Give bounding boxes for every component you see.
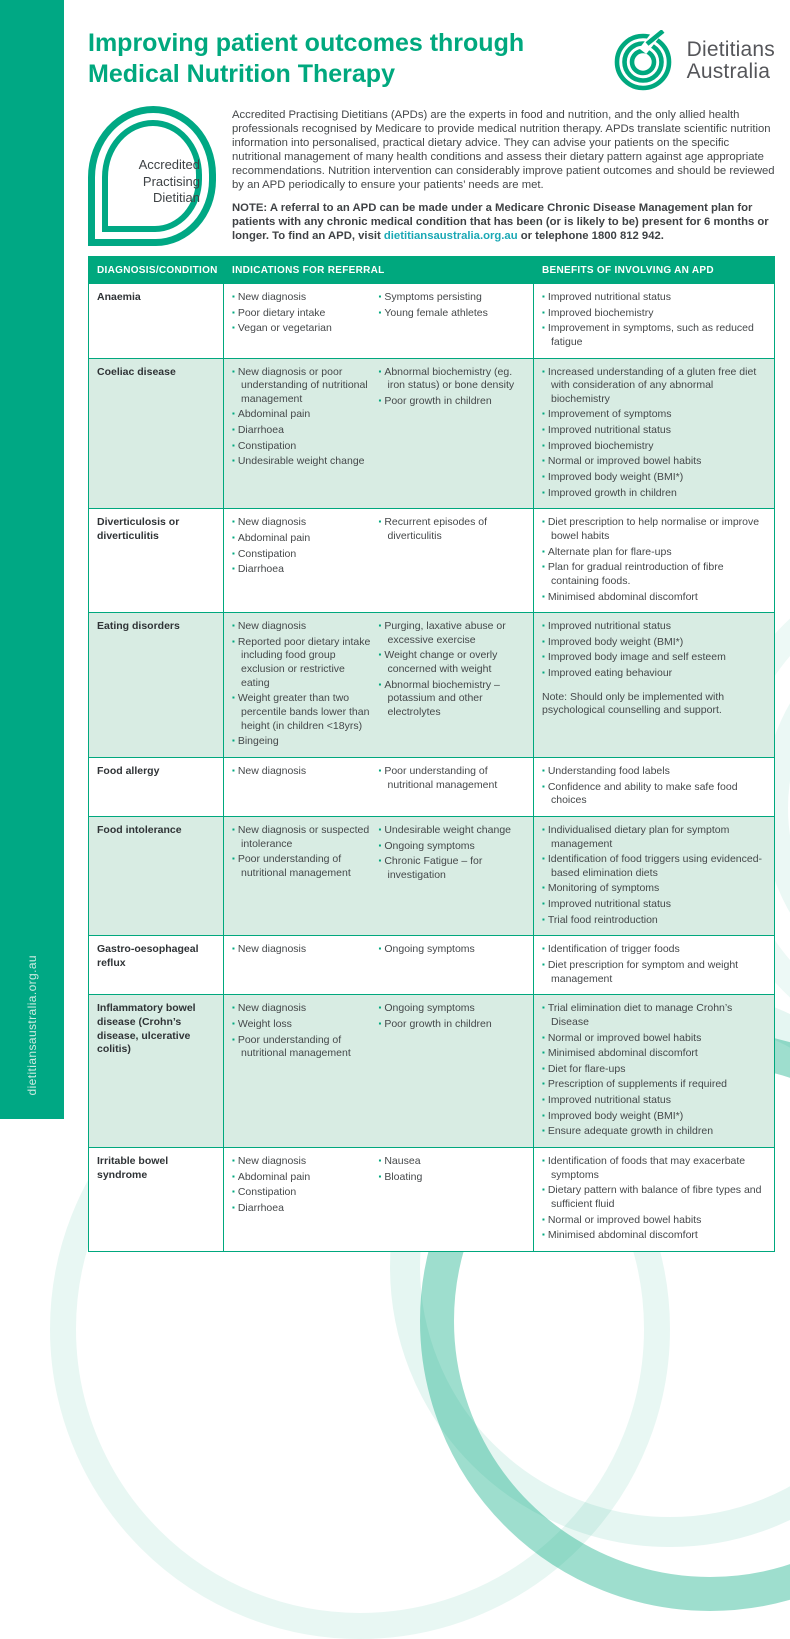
bullet-item: ▪ Improved body weight (BMI*)	[542, 1110, 768, 1124]
bullet-item: ▪ Alternate plan for flare-ups	[542, 546, 768, 560]
bullet-item: ▪ Diarrhoea	[232, 424, 371, 438]
header-indications: INDICATIONS FOR REFERRAL	[223, 257, 533, 283]
bullet-item: ▪ Poor understanding of nutritional management	[379, 765, 518, 792]
table-row	[89, 935, 774, 994]
indications-cell	[223, 1148, 533, 1251]
benefits-cell	[533, 284, 776, 358]
condition-cell	[89, 995, 223, 1147]
condition-cell	[89, 284, 223, 358]
table-header-row	[89, 257, 774, 283]
indications-cell	[223, 995, 533, 1147]
bullet-list	[232, 943, 379, 988]
bullet-list	[379, 1155, 526, 1245]
brand-logo	[613, 28, 775, 92]
apd-badge-icon	[88, 106, 216, 246]
bullet-item: ▪ Young female athletes	[379, 307, 518, 321]
condition-label: Irritable bowel syndrome	[97, 1155, 169, 1181]
table-row	[89, 283, 774, 358]
condition-label: Food intolerance	[97, 823, 182, 836]
bullet-item: ▪ Prescription of supplements if required	[542, 1078, 768, 1092]
bullet-item: ▪ Recurrent episodes of diverticulitis	[379, 516, 518, 543]
bullet-item: ▪ Improved biochemistry	[542, 307, 768, 321]
bullet-list	[379, 943, 526, 988]
bullet-list	[379, 824, 526, 929]
brand-name-line2: Australia	[686, 60, 771, 83]
bullet-item: ▪ Constipation	[232, 548, 371, 562]
bullet-item: ▪ Improved nutritional status	[542, 1094, 768, 1108]
table-row	[89, 816, 774, 935]
bullet-item: ▪ Weight change or overly concerned with weight	[379, 649, 518, 676]
bullet-item: ▪ Increased understanding of a gluten free diet with consideration of any abnormal biochemistry	[542, 366, 768, 407]
note-paragraph	[232, 201, 775, 244]
bullet-list	[542, 943, 768, 986]
benefits-cell	[533, 359, 776, 509]
bullet-item: ▪ Improved nutritional status	[542, 620, 768, 634]
bullet-item: ▪ Improved body weight (BMI*)	[542, 471, 768, 485]
bullet-list	[232, 620, 379, 751]
bullet-item: ▪ Ensure adequate growth in children	[542, 1125, 768, 1139]
bullet-item: ▪ Improvement of symptoms	[542, 408, 768, 422]
bullet-item: ▪ Abdominal pain	[232, 1171, 371, 1185]
bullet-list	[232, 1002, 379, 1141]
bullet-item: ▪ Trial food reintroduction	[542, 914, 768, 928]
bullet-item: ▪ New diagnosis	[232, 516, 371, 530]
bullet-item: ▪ Identification of foods that may exacerbate symptoms	[542, 1155, 768, 1182]
bullet-item: ▪ Poor dietary intake	[232, 307, 371, 321]
bullet-item: ▪ Abnormal biochemistry (eg. iron status) or bone density	[379, 366, 518, 393]
bullet-item: ▪ Improved nutritional status	[542, 424, 768, 438]
bullet-item: ▪ Bingeing	[232, 735, 371, 749]
bullet-item: ▪ Improved growth in children	[542, 487, 768, 501]
bullet-item: ▪ Dietary pattern with balance of fibre types and sufficient fluid	[542, 1184, 768, 1211]
benefits-cell	[533, 1148, 776, 1251]
benefits-cell	[533, 758, 776, 816]
bullet-item: ▪ New diagnosis	[232, 620, 371, 634]
note-prefix: NOTE: A referral to an APD can be made under a Medicare Chronic Disease Management plan for patients with any chronic medical condition that has been (or is likely to be) present for 6 months or longer. To find an APD, visit	[232, 202, 769, 243]
document-body	[88, 0, 775, 1252]
bullet-item: ▪ Diet for flare-ups	[542, 1063, 768, 1077]
indications-cell	[223, 817, 533, 935]
bullet-item: ▪ Ongoing symptoms	[379, 943, 518, 957]
header-benefits: BENEFITS OF INVOLVING AN APD	[533, 257, 776, 283]
bullet-item: ▪ Trial elimination diet to manage Crohn’s Disease	[542, 1002, 768, 1029]
bullet-item: ▪ Ongoing symptoms	[379, 840, 518, 854]
bullet-item: ▪ Minimised abdominal discomfort	[542, 1229, 768, 1243]
bullet-item: ▪ Improved nutritional status	[542, 291, 768, 305]
benefits-cell	[533, 613, 776, 757]
condition-label: Eating disorders	[97, 620, 180, 633]
table-row	[89, 358, 774, 509]
bullet-item: ▪ Purging, laxative abuse or excessive exercise	[379, 620, 518, 647]
bullet-item: ▪ Abnormal biochemistry – potassium and other electrolytes	[379, 679, 518, 720]
bullet-list	[232, 824, 379, 929]
table-row	[89, 612, 774, 757]
condition-label: Coeliac disease	[97, 365, 176, 378]
condition-label: Anaemia	[97, 291, 141, 303]
bullet-list	[232, 366, 379, 503]
indications-cell	[223, 936, 533, 994]
intro-section	[88, 106, 775, 246]
referral-table	[88, 256, 775, 1252]
bullet-item: ▪ New diagnosis or poor understanding of nutritional management	[232, 366, 371, 407]
bullet-item: ▪ Poor understanding of nutritional management	[232, 853, 371, 880]
condition-label: Inflammatory bowel disease (Crohn’s disease, ulcerative colitis)	[97, 1002, 196, 1056]
bullet-list	[542, 516, 768, 604]
condition-label: Food allergy	[97, 764, 160, 777]
website-link[interactable]: dietitiansaustralia.org.au	[383, 230, 518, 243]
condition-cell	[89, 936, 223, 994]
condition-label: Gastro-oesophageal reflux	[97, 943, 199, 969]
brand-name	[687, 39, 775, 84]
bullet-item: ▪ Vegan or vegetarian	[232, 322, 371, 336]
condition-cell	[89, 1148, 223, 1251]
bullet-item: ▪ New diagnosis	[232, 291, 371, 305]
bullet-list	[379, 1002, 526, 1141]
bullet-item: ▪ Individualised dietary plan for symptom management	[542, 824, 768, 851]
bullet-list	[379, 291, 526, 352]
bullet-item: ▪ Plan for gradual reintroduction of fibre containing foods.	[542, 561, 768, 588]
bullet-item: ▪ Improved body image and self esteem	[542, 651, 768, 665]
table-row	[89, 1147, 774, 1251]
bullet-list	[542, 366, 768, 501]
bullet-item: ▪ Nausea	[379, 1155, 518, 1169]
bullet-item: ▪ Normal or improved bowel habits	[542, 1214, 768, 1228]
table-row	[89, 994, 774, 1147]
bullet-list	[542, 620, 768, 681]
condition-cell	[89, 359, 223, 509]
bullet-item: ▪ Abdominal pain	[232, 532, 371, 546]
bullet-item: ▪ Ongoing symptoms	[379, 1002, 518, 1016]
condition-cell	[89, 613, 223, 757]
indications-cell	[223, 359, 533, 509]
benefits-cell	[533, 509, 776, 612]
bullet-item: ▪ Understanding food labels	[542, 765, 768, 779]
page-title	[88, 28, 524, 90]
table-row	[89, 508, 774, 612]
bullet-item: ▪ Diarrhoea	[232, 563, 371, 577]
brand-name-line1: Dietitians	[686, 37, 775, 61]
bullet-list	[232, 291, 379, 352]
bullet-item: ▪ Symptoms persisting	[379, 291, 518, 305]
bullet-item: ▪ Improved body weight (BMI*)	[542, 636, 768, 650]
bullet-item: ▪ Minimised abdominal discomfort	[542, 591, 768, 605]
bullet-list	[232, 516, 379, 606]
bullet-item: ▪ Monitoring of symptoms	[542, 882, 768, 896]
bullet-item: ▪ Improved nutritional status	[542, 898, 768, 912]
condition-cell	[89, 758, 223, 816]
bullet-item: ▪ New diagnosis	[232, 765, 371, 779]
bullet-item: ▪ Poor growth in children	[379, 395, 518, 409]
document-header	[88, 28, 775, 92]
bullet-list	[379, 765, 526, 810]
bullet-item: ▪ New diagnosis	[232, 1002, 371, 1016]
bullet-item: ▪ Weight greater than two percentile bands lower than height (in children <18yrs)	[232, 692, 371, 733]
bullet-item: ▪ Improved biochemistry	[542, 440, 768, 454]
benefits-cell	[533, 817, 776, 935]
bullet-item: ▪ New diagnosis	[232, 1155, 371, 1169]
bullet-item: ▪ New diagnosis	[232, 943, 371, 957]
bullet-item: ▪ Normal or improved bowel habits	[542, 1032, 768, 1046]
page-title-line1: Improving patient outcomes through	[88, 29, 525, 57]
condition-label: Diverticulosis or diverticulitis	[97, 516, 180, 542]
bullet-item: ▪ Normal or improved bowel habits	[542, 455, 768, 469]
indications-cell	[223, 509, 533, 612]
bullet-item: ▪ Constipation	[232, 1186, 371, 1200]
bullet-item: ▪ Identification of food triggers using evidenced-based elimination diets	[542, 853, 768, 880]
benefits-cell	[533, 995, 776, 1147]
indications-cell	[223, 758, 533, 816]
bullet-item: ▪ Diarrhoea	[232, 1202, 371, 1216]
bullet-item: ▪ Chronic Fatigue – for investigation	[379, 855, 518, 882]
condition-cell	[89, 817, 223, 935]
bullet-item: ▪ Abdominal pain	[232, 408, 371, 422]
bullet-list	[542, 824, 768, 927]
bullet-list	[542, 291, 768, 350]
bullet-item: ▪ Improvement in symptoms, such as reduced fatigue	[542, 322, 768, 349]
bullet-item: ▪ New diagnosis or suspected intolerance	[232, 824, 371, 851]
sidebar-band	[0, 0, 64, 1119]
intro-text	[232, 106, 775, 246]
indications-cell	[223, 613, 533, 757]
bullet-item: ▪ Poor growth in children	[379, 1018, 518, 1032]
header-diagnosis: DIAGNOSIS/CONDITION	[97, 265, 218, 276]
bullet-item: ▪ Weight loss	[232, 1018, 371, 1032]
benefits-note: Note: Should only be implemented with psychological counselling and support.	[542, 690, 725, 717]
note-suffix: or telephone 1800 812 942.	[517, 230, 664, 243]
bullet-list	[232, 1155, 379, 1245]
bullet-item: ▪ Undesirable weight change	[232, 455, 371, 469]
bullet-list	[232, 765, 379, 810]
bullet-item: ▪ Constipation	[232, 440, 371, 454]
bullet-item: ▪ Confidence and ability to make safe food choices	[542, 781, 768, 808]
bullet-item: ▪ Diet prescription for symptom and weight management	[542, 959, 768, 986]
bullet-list	[542, 1155, 768, 1243]
bullet-item: ▪ Identification of trigger foods	[542, 943, 768, 957]
bullet-item: ▪ Bloating	[379, 1171, 518, 1185]
bullet-item: ▪ Improved eating behaviour	[542, 667, 768, 681]
indications-cell	[223, 284, 533, 358]
bullet-list	[379, 366, 526, 503]
condition-cell	[89, 509, 223, 612]
spiral-d-icon	[613, 30, 675, 92]
bullet-item: ▪ Poor understanding of nutritional management	[232, 1034, 371, 1061]
bullet-list	[379, 516, 526, 606]
sidebar-url-text: dietitiansaustralia.org.au	[25, 954, 39, 1095]
apd-badge-text: Accredited Practising Dietitian	[138, 157, 200, 206]
bullet-list	[379, 620, 526, 751]
benefits-cell	[533, 936, 776, 994]
bullet-item: ▪ Minimised abdominal discomfort	[542, 1047, 768, 1061]
page-title-line2: Medical Nutrition Therapy	[88, 60, 395, 88]
table-body	[89, 283, 774, 1251]
table-row	[89, 757, 774, 816]
bullet-item: ▪ Diet prescription to help normalise or improve bowel habits	[542, 516, 768, 543]
intro-paragraph: Accredited Practising Dietitians (APDs) are the experts in food and nutrition, and the only allied health professionals recognised by Medicare to provide medical nutrition therapy. APDs translate scientific nutrition information into personalised, practical dietary advice. They can advise your patients on the specific nutritional management of many health conditions and assess their dietary pattern against age appropriate recommendations. Nutrition intervention can considerably improve patient outcomes and should be reviewed by an APD periodically to ensure your patients’ needs are met.	[232, 109, 775, 191]
bullet-list	[542, 765, 768, 808]
bullet-item: ▪ Undesirable weight change	[379, 824, 518, 838]
bullet-item: ▪ Reported poor dietary intake including food group exclusion or restrictive eating	[232, 636, 371, 691]
